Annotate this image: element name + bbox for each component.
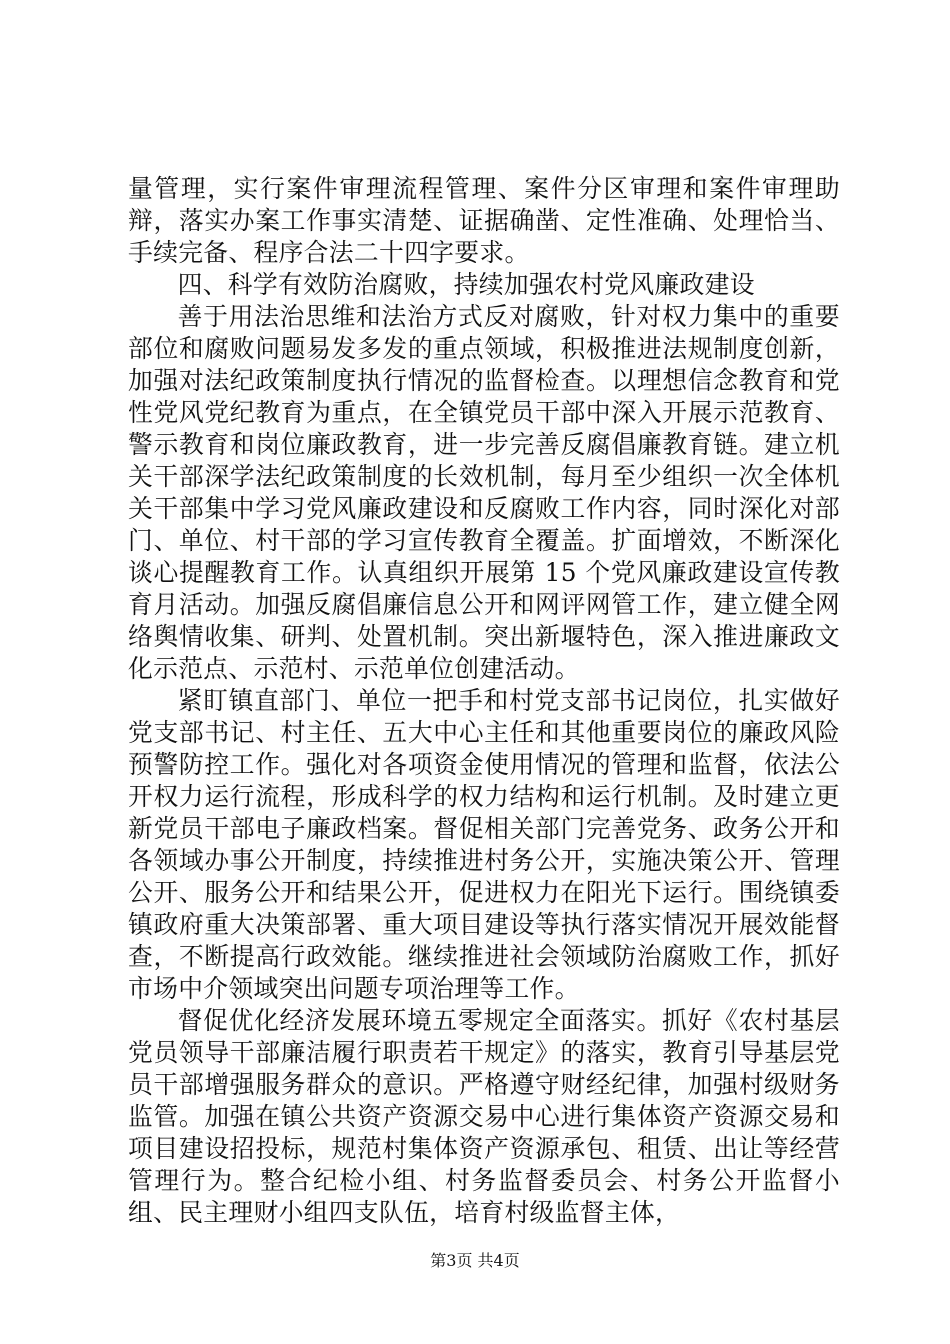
page-footer: 第3页 共4页 [430,1251,520,1270]
paragraph: 善于用法治思维和法治方式反对腐败，针对权力集中的重要部位和腐败问题易发多发的重点领域，积极推进法规制度创新，加强对法纪政策制度执行情况的监督检查。以理想信念教育和党性党风党纪教育为重点，在全镇党员干部中深入开展示范教育、警示教育和岗位廉政教育，进一步完善反腐倡廉教育链。建立机关干部深学法纪政策制度的长效机制，每月至少组织一次全体机关干部集中学习党风廉政建设和反腐败工作内容，同时深化对部门、单位、村干部的学习宣传教育全覆盖。扩面增效，不断深化谈心提醒教育工作。认真组织开展第 15 个党风廉政建设宣传教育月活动。加强反腐倡廉信息公开和网评网管工作，建立健全网络舆情收集、研判、处置机制。突出新堰特色，深入推进廉政文化示范点、示范村、示范单位创建活动。 [128,302,840,683]
document-body [128,173,840,1229]
paragraph: 紧盯镇直部门、单位一把手和村党支部书记岗位，扎实做好党支部书记、村主任、五大中心主任和其他重要岗位的廉政风险预警防控工作。强化对各项资金使用情况的管理和监督，依法公开权力运行流程，形成科学的权力结构和运行机制。及时建立更新党员干部电子廉政档案。督促相关部门完善党务、政务公开和各领域办事公开制度，持续推进村务公开，实施决策公开、管理公开、服务公开和结果公开，促进权力在阳光下运行。围绕镇委镇政府重大决策部署、重大项目建设等执行落实情况开展效能督查，不断提高行政效能。继续推进社会领域防治腐败工作，抓好市场中介领域突出问题专项治理等工作。 [128,686,840,1003]
paragraph-continued: 量管理，实行案件审理流程管理、案件分区审理和案件审理助辩，落实办案工作事实清楚、证据确凿、定性准确、处理恰当、手续完备、程序合法二十四字要求。 [128,174,840,267]
section-heading: 四、科学有效防治腐败，持续加强农村党风廉政建设 [177,270,755,299]
paragraph: 督促优化经济发展环境五零规定全面落实。抓好《农村基层党员领导干部廉洁履行职责若干规定》的落实，教育引导基层党员干部增强服务群众的意识。严格遵守财经纪律，加强村级财务监管。加强在镇公共资产资源交易中心进行集体资产资源交易和项目建设招投标，规范村集体资产资源承包、租赁、出让等经营管理行为。整合纪检小组、村务监督委员会、村务公开监督小组、民主理财小组四支队伍，培育村级监督主体， [128,1006,840,1227]
